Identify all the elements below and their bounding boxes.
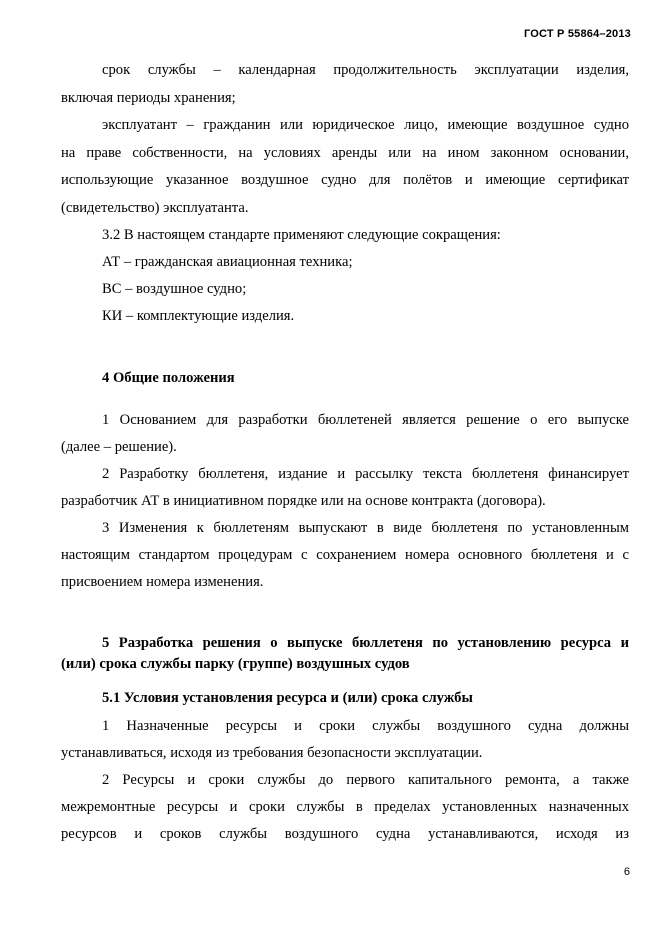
text-line: на праве собственности, на условиях аренды или на ином законном основании, [61, 145, 629, 161]
text-line: межремонтные ресурсы и сроки службы в пределах установленных назначенных [61, 799, 629, 815]
text-line: 2 Разработку бюллетеня, издание и рассылку текста бюллетеня финансирует [102, 466, 629, 482]
text-line: 3 Изменения к бюллетеням выпускают в виде бюллетеня по установленным [102, 520, 629, 536]
text-line: включая периоды хранения; [61, 90, 236, 106]
text-line: срок службы – календарная продолжительность эксплуатации изделия, [102, 62, 629, 78]
text-line: эксплуатант – гражданин или юридическое лицо, имеющие воздушное судно [102, 117, 629, 133]
text-line: 1 Основанием для разработки бюллетеней является решение о его выпуске [102, 412, 629, 428]
text-line: ВС – воздушное судно; [102, 281, 247, 297]
text-line: настоящим стандартом процедурам с сохранением номера основного бюллетеня и с [61, 547, 629, 563]
text-line: разработчик АТ в инициативном порядке или на основе контракта (договора). [61, 493, 546, 509]
document-header-code: ГОСТ Р 55864–2013 [523, 28, 631, 40]
text-line: КИ – комплектующие изделия. [102, 308, 295, 324]
section-heading-5: 5 Разработка решения о выпуске бюллетеня по установлению ресурса и [102, 635, 629, 651]
subsection-heading-5-1: 5.1 Условия установления ресурса и (или) срока службы [102, 690, 473, 706]
page-number: 6 [623, 866, 630, 878]
text-line: присвоением номера изменения. [61, 574, 264, 590]
section-heading-4: 4 Общие положения [102, 370, 235, 386]
text-line: 1 Назначенные ресурсы и сроки службы воздушного судна должны [102, 718, 629, 734]
text-line: 3.2 В настоящем стандарте применяют следующие сокращения: [102, 227, 501, 243]
text-line: ресурсов и сроков службы воздушного судна устанавливаются, исходя из [61, 826, 629, 842]
text-line: 2 Ресурсы и сроки службы до первого капитального ремонта, а также [102, 772, 629, 788]
text-line: (далее – решение). [61, 439, 177, 455]
text-line: (свидетельство) эксплуатанта. [61, 200, 249, 216]
text-line: устанавливаться, исходя из требования безопасности эксплуатации. [61, 745, 483, 761]
section-heading-5-cont: (или) срока службы парку (группе) воздушных судов [61, 656, 410, 672]
text-line: использующие указанное воздушное судно для полётов и имеющие сертификат [61, 172, 629, 188]
text-line: АТ – гражданская авиационная техника; [102, 254, 353, 270]
